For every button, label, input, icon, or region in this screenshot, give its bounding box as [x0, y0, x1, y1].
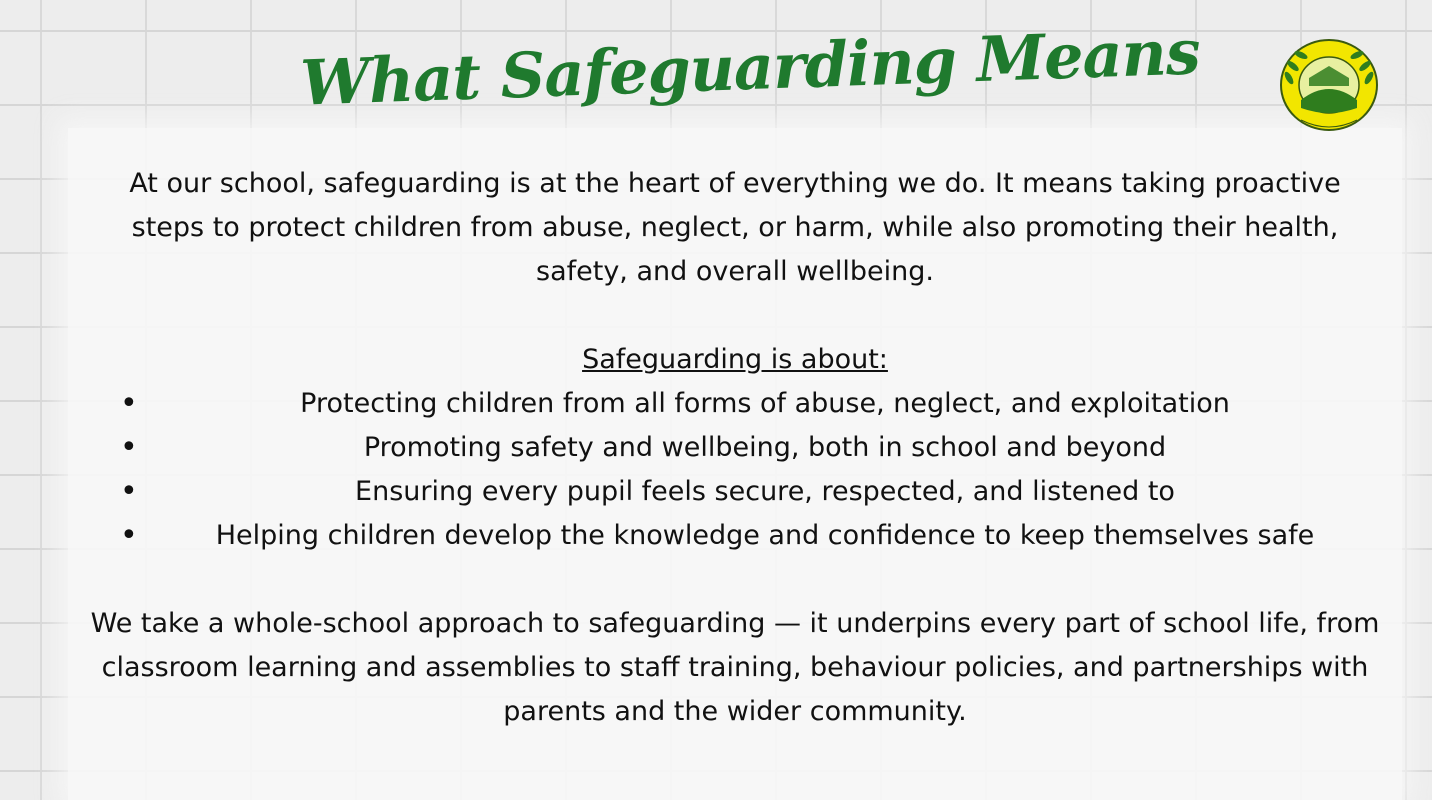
- bullet-icon: •: [120, 474, 138, 509]
- list-heading: Safeguarding is about:: [582, 344, 888, 375]
- list-item: [90, 426, 1380, 470]
- bullet-text: Protecting children from all forms of abuse, neglect, and exploitation: [300, 388, 1230, 419]
- list-item: [90, 514, 1380, 558]
- slide-title: What Safeguarding Means: [299, 15, 1201, 120]
- content-body: [90, 162, 1380, 734]
- closing-paragraph: We take a whole-school approach to safeguarding — it underpins every part of school life, from classroom learning and assemblies to staff training, behaviour policies, and partnerships with parents and the wider community.: [90, 608, 1380, 727]
- bullet-text: Helping children develop the knowledge and confidence to keep themselves safe: [215, 520, 1315, 551]
- school-crest-logo: [1279, 38, 1379, 132]
- list-item: [90, 470, 1380, 514]
- bullet-text: Promoting safety and wellbeing, both in school and beyond: [363, 432, 1167, 463]
- list-item: [90, 382, 1380, 426]
- bullet-list: [90, 382, 1380, 558]
- bullet-icon: •: [120, 518, 138, 553]
- bullet-icon: •: [120, 430, 138, 465]
- intro-paragraph: At our school, safeguarding is at the heart of everything we do. It means taking proactive steps to protect children from abuse, neglect, or harm, while also promoting their health, safety, and overall wellbeing.: [129, 168, 1341, 287]
- bullet-text: Ensuring every pupil feels secure, respected, and listened to: [355, 476, 1175, 507]
- bullet-icon: •: [120, 386, 138, 421]
